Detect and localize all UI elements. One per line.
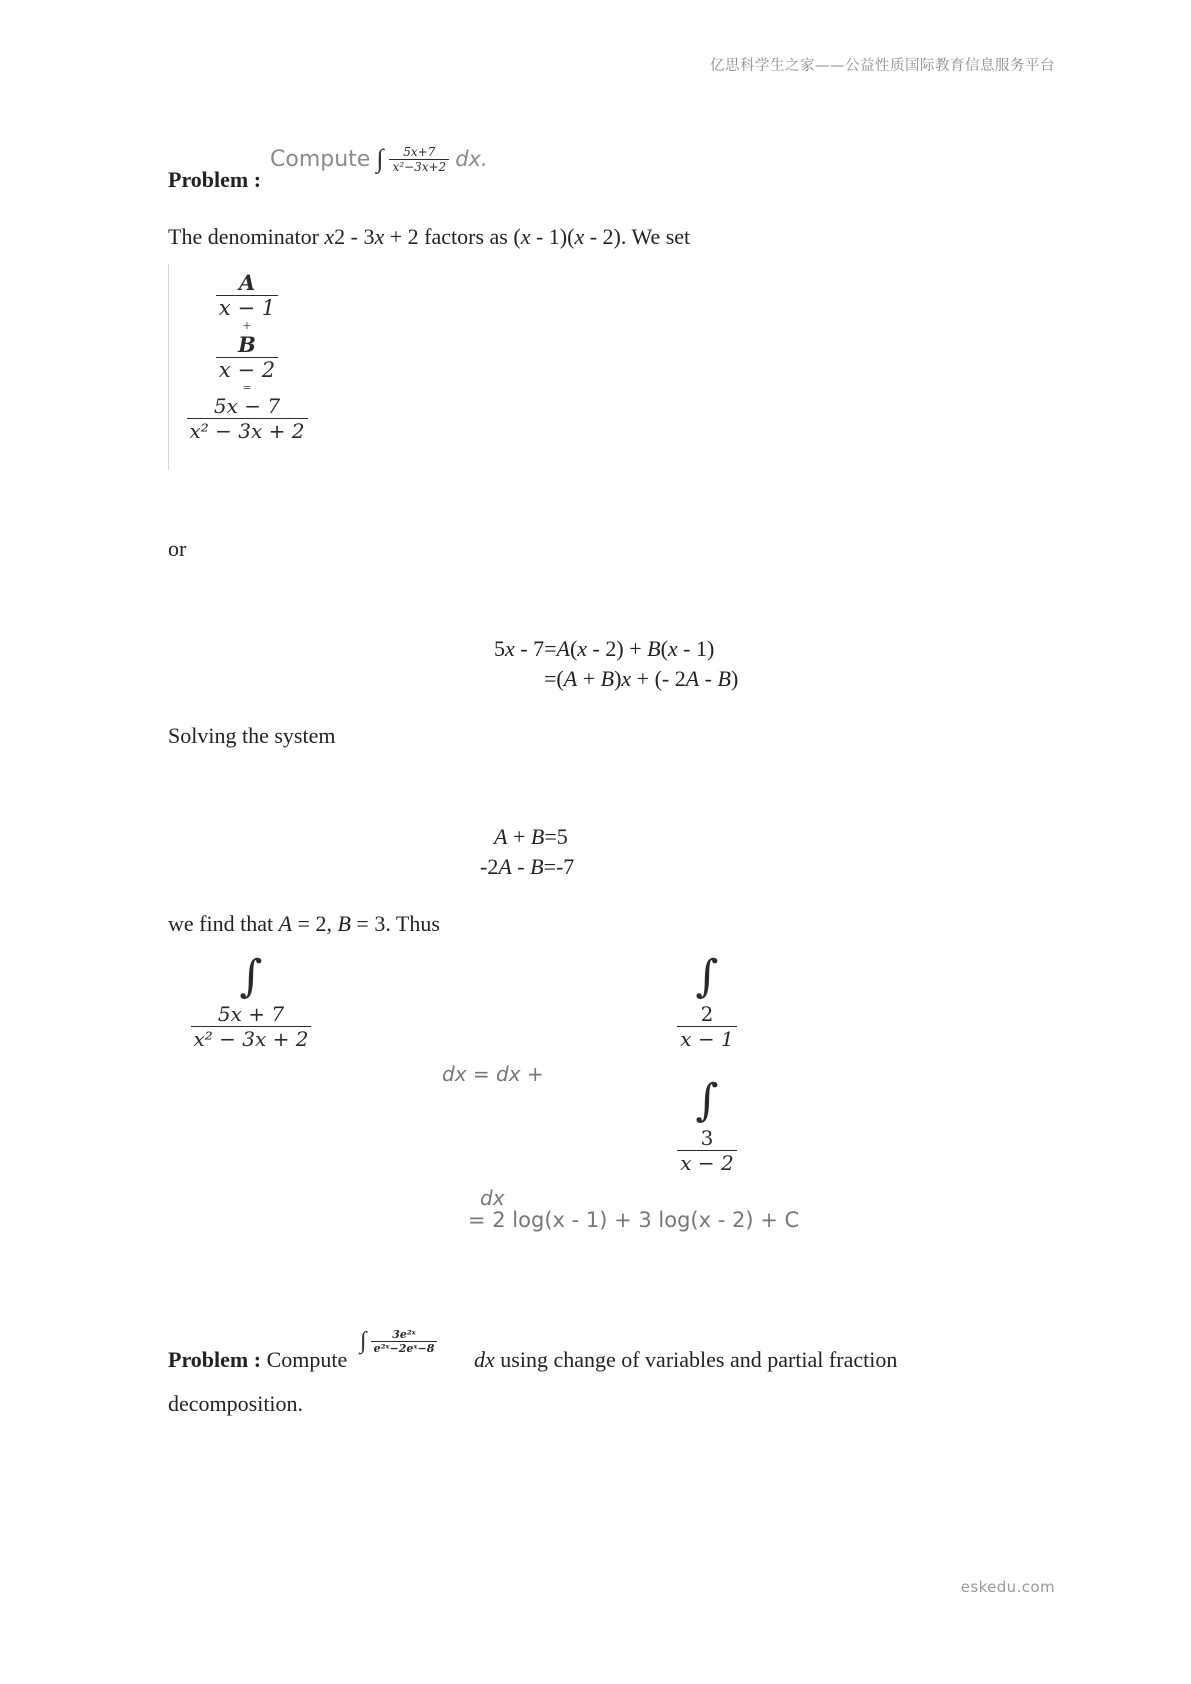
problem-2-statement [168, 1346, 347, 1374]
fraction-denominator: x² − 3x + 2 [193, 1027, 309, 1051]
plus-sign: + [242, 319, 252, 332]
text-run: - 1)( [530, 224, 575, 249]
fraction-numerator: 5x + 7 [217, 1002, 285, 1026]
var-b: B [530, 854, 544, 879]
fraction-b-over-x-minus-2 [216, 332, 278, 382]
fraction-numerator: 5x − 7 [213, 394, 281, 418]
solving-text: Solving the system [168, 723, 336, 748]
fraction-denominator: x − 1 [680, 1027, 734, 1051]
fraction-numerator: 3e²ˣ [392, 1328, 416, 1341]
rhs-stack-2 [676, 1076, 738, 1175]
dx-label: dx. [455, 147, 488, 171]
text-run: =5 [544, 824, 568, 849]
text-run: - 2) + [587, 636, 648, 661]
integral-sign: ∫ [360, 1328, 367, 1354]
problem-1-fraction [389, 145, 449, 174]
text-run: - 2). We set [584, 224, 691, 249]
var-x: x [520, 224, 531, 249]
text-run: - 7= [514, 636, 557, 661]
partial-fraction-setup-image [168, 264, 309, 470]
lhs-fraction [191, 1002, 312, 1051]
text-run: we find that [168, 911, 279, 936]
var-b: B [530, 824, 545, 849]
var-a: A [498, 854, 512, 879]
var-x: x [621, 666, 632, 691]
text-run: - [511, 854, 531, 879]
integral-sign: ∫ [695, 1075, 719, 1126]
fraction-denominator: x − 2 [680, 1151, 734, 1175]
fraction-a-over-x-minus-1 [216, 270, 278, 320]
text-run: ( [569, 636, 578, 661]
page-footer-site: eskedu.com [960, 1578, 1055, 1596]
var-a: A [494, 824, 508, 849]
text-run: - [699, 666, 718, 691]
text-run: = 2, [292, 911, 338, 936]
text-run: 5 [494, 636, 505, 661]
text-run: = 3. Thus [350, 911, 440, 936]
var-x: x [667, 636, 678, 661]
dx-label: dx [480, 1186, 505, 1210]
text-run: ) [614, 666, 622, 691]
equals-sign: = [242, 381, 252, 394]
system-line-1 [494, 822, 568, 852]
text-run: ( [660, 636, 668, 661]
integral-sign: ∫ [376, 144, 384, 173]
var-a: A [278, 911, 293, 936]
fraction-5x-minus-7 [187, 394, 308, 443]
text-run: The denominator [168, 224, 325, 249]
problem-2-rest [474, 1346, 897, 1374]
text-run: ) [730, 666, 739, 691]
problem-label: Problem : [168, 1347, 262, 1372]
compute-word: Compute [270, 146, 371, 172]
var-b: B [600, 666, 615, 691]
problem-2-formula-image [360, 1328, 437, 1355]
var-a: A [563, 666, 578, 691]
problem-label: Problem : [168, 167, 262, 192]
fraction-numerator: 3 [700, 1126, 714, 1150]
fraction-numerator: 2 [700, 1002, 714, 1026]
system-line-2 [480, 852, 574, 882]
dx-equals-dx-plus: dx = dx + [442, 1062, 544, 1086]
var-x: x [374, 224, 385, 249]
lhs-stack [188, 952, 314, 1051]
text-run: + [577, 666, 601, 691]
var-a: A [556, 636, 570, 661]
text-run: using change of variables and partial fraction [494, 1347, 898, 1372]
fraction-numerator: A [238, 270, 256, 295]
fraction-denominator: e²ˣ−2eˣ−8 [373, 1342, 435, 1355]
setup-stack [191, 270, 303, 443]
fraction-numerator: 5x+7 [403, 144, 436, 159]
var-b: B [337, 911, 351, 936]
integral-sign: ∫ [239, 951, 263, 1002]
rhs-integral-2 [676, 1076, 738, 1175]
problem-1-statement [168, 166, 261, 194]
compute-word: Compute [266, 1347, 348, 1372]
var-b: B [717, 666, 731, 691]
fraction-numerator: B [238, 332, 256, 357]
fraction-denominator: x − 1 [218, 296, 276, 320]
text-run: =( [544, 666, 564, 691]
var-x: x [324, 224, 335, 249]
rhs-stack-1 [676, 952, 738, 1051]
var-x: x [505, 636, 515, 661]
problem-2-line-2: decomposition. [168, 1391, 304, 1416]
text-run: + (- 2 [631, 666, 686, 691]
text-run: + 2 factors as ( [384, 224, 521, 249]
rhs-fraction-1 [677, 1002, 736, 1051]
text-run: 2 - 3 [334, 224, 375, 249]
rhs-integral-1 [676, 952, 738, 1051]
problem-2-fraction [371, 1328, 438, 1355]
text-run: =-7 [543, 854, 575, 879]
final-result: = 2 log(x - 1) + 3 log(x - 2) + C [468, 1208, 800, 1232]
equation-line-1 [494, 634, 714, 664]
fraction-denominator: x − 2 [218, 358, 276, 382]
text-run: + [507, 824, 531, 849]
fraction-denominator: x² − 3x + 2 [189, 419, 305, 443]
problem-1-formula-image [270, 144, 488, 174]
found-values-text [168, 910, 440, 938]
dx-label: dx [474, 1347, 495, 1372]
lhs-integral-group [188, 952, 314, 1051]
var-x: x [577, 636, 588, 661]
var-b: B [647, 636, 661, 661]
text-run: -2 [480, 854, 499, 879]
var-x: x [574, 224, 585, 249]
var-a: A [685, 666, 700, 691]
text-run: - 1) [677, 636, 715, 661]
rhs-fraction-2 [677, 1126, 736, 1175]
equation-line-2 [544, 664, 738, 694]
page-header-site-title: 亿思科学生之家——公益性质国际教育信息服务平台 [710, 58, 1055, 74]
integral-sign: ∫ [695, 951, 719, 1002]
fraction-denominator: x²−3x+2 [392, 159, 447, 174]
denominator-paragraph [168, 223, 690, 251]
or-text: or [168, 536, 187, 561]
